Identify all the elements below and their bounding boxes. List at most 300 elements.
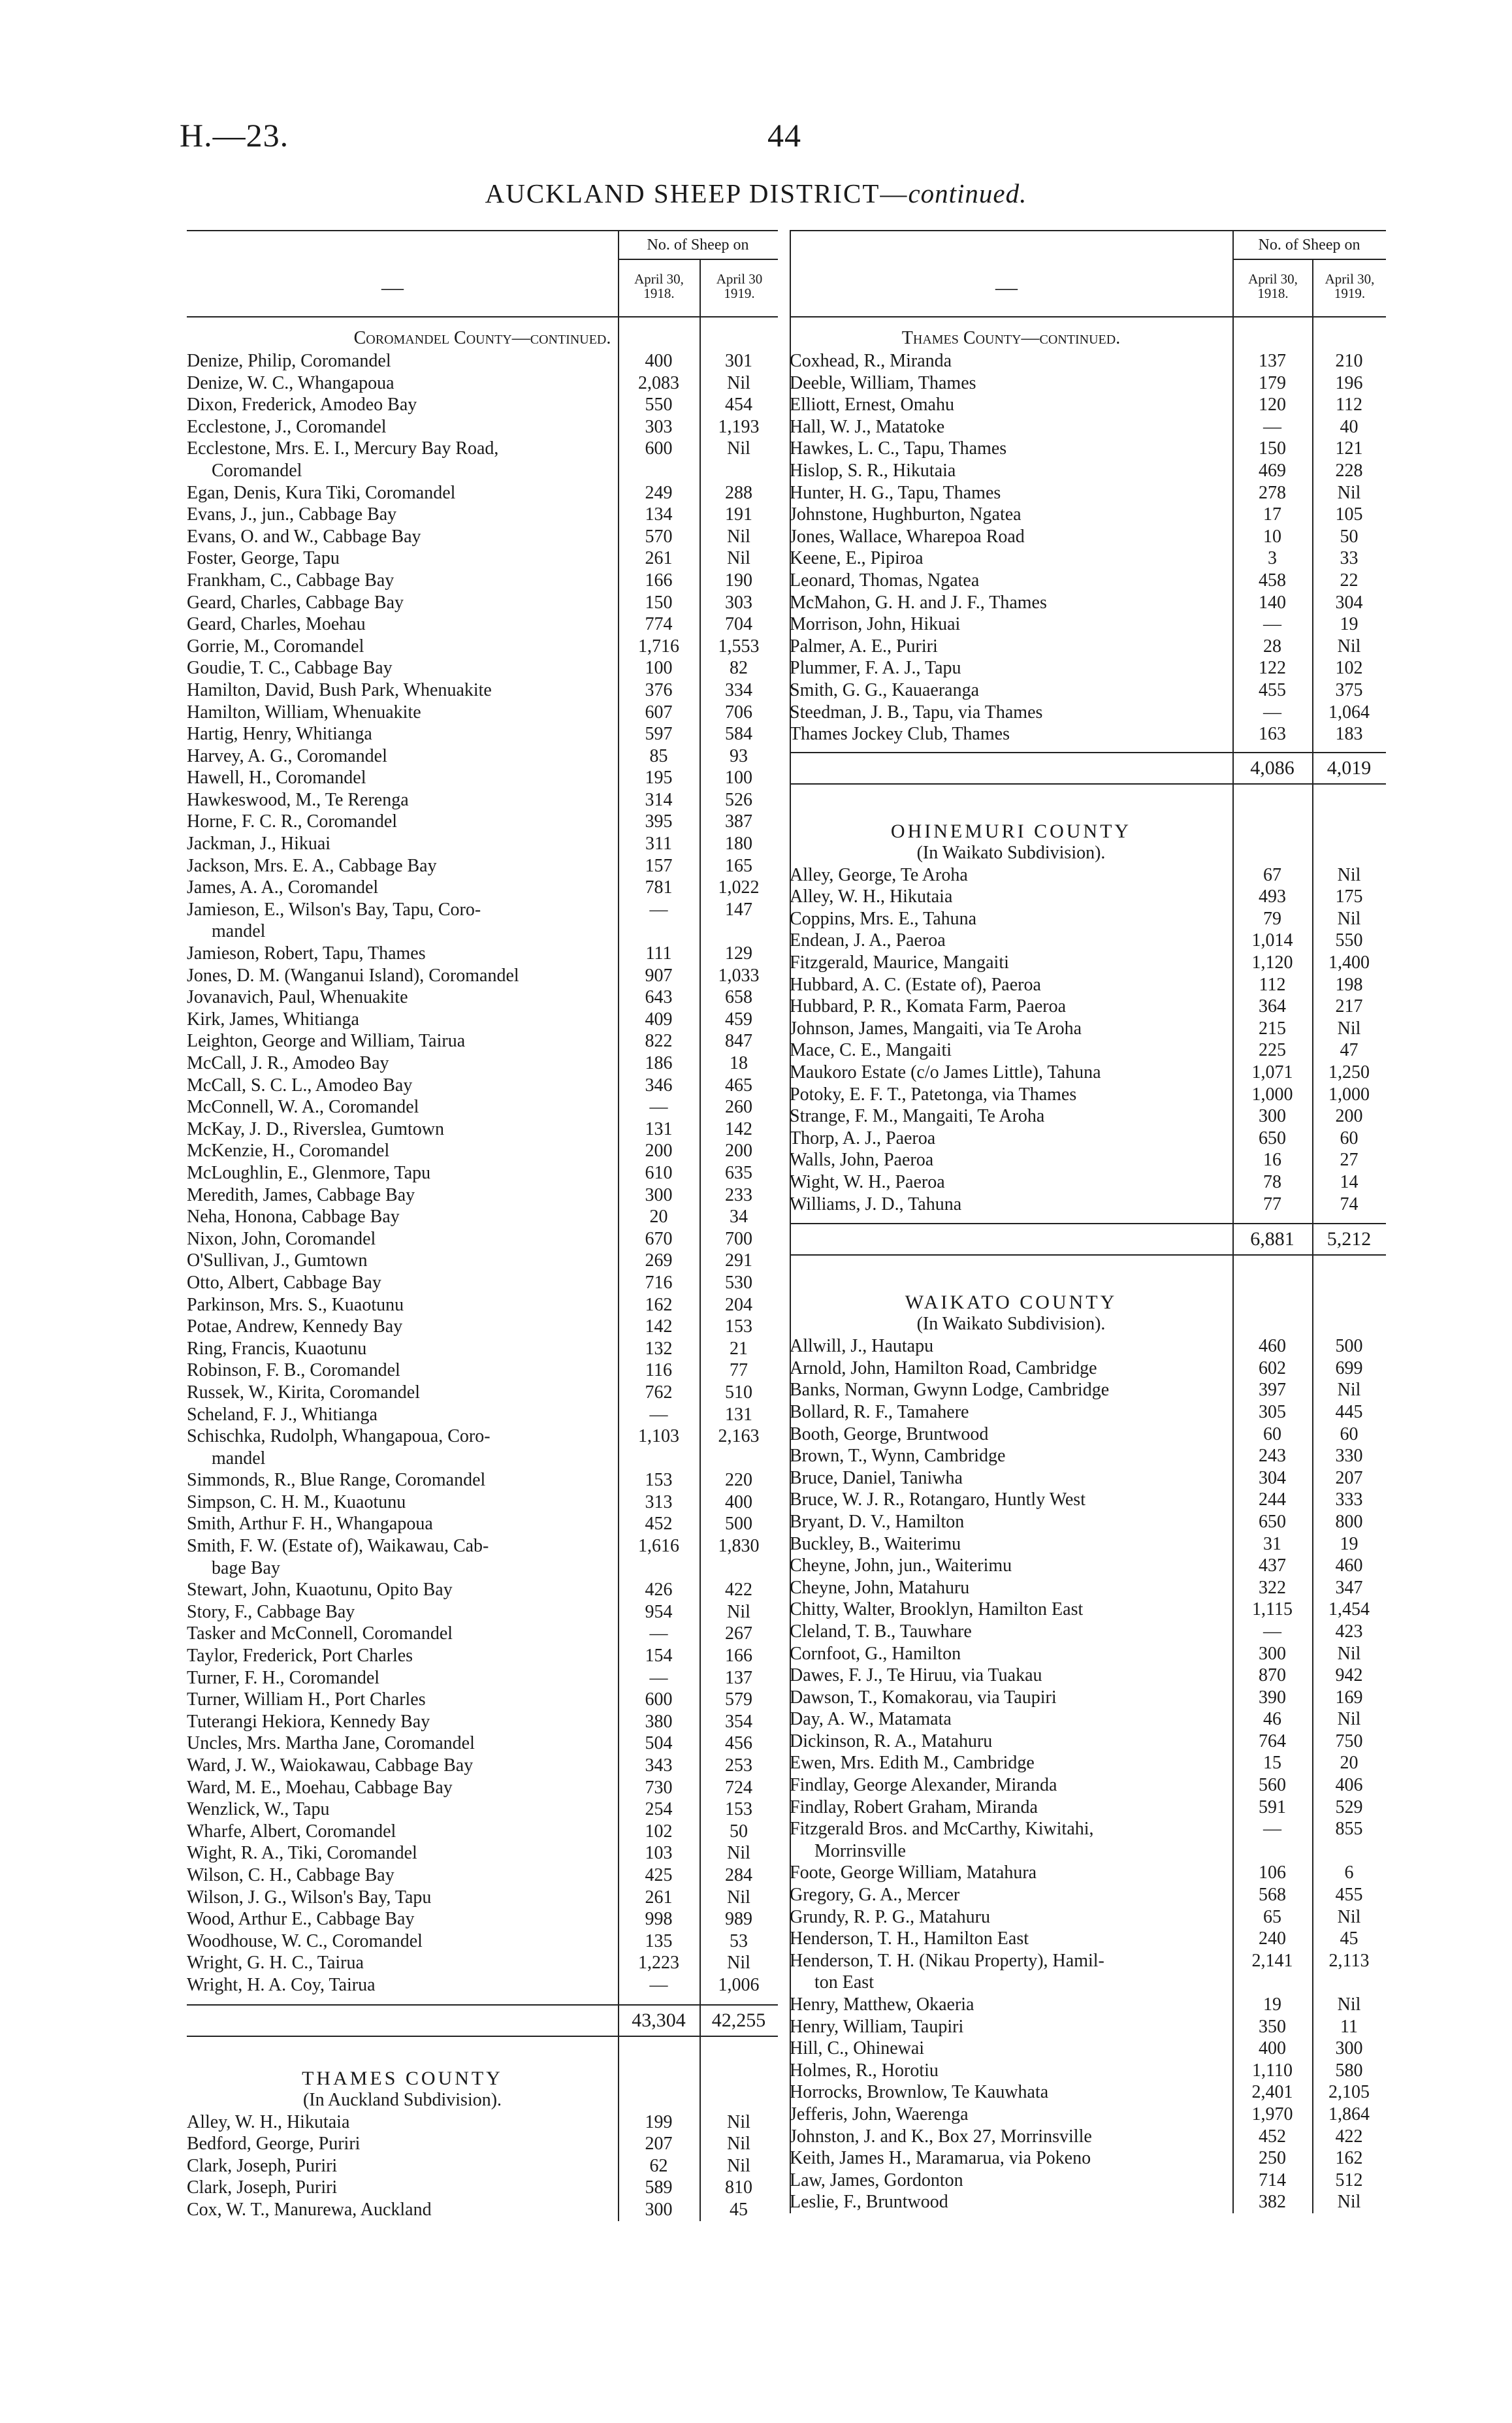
- sheep-1919: 300: [1335, 2038, 1363, 2059]
- sheep-1918: 550: [645, 395, 673, 415]
- sheep-1919: 1,553: [718, 636, 760, 657]
- sheep-1918: 426: [645, 1580, 673, 1601]
- table-row: [790, 1928, 1386, 1950]
- sheep-1918: 154: [645, 1646, 673, 1667]
- owner-name: Dickinson, R. A., Matahuru: [790, 1731, 993, 1751]
- table-row: [790, 1950, 1386, 1972]
- sheep-1918: 907: [645, 965, 673, 986]
- table-row: [790, 1467, 1386, 1489]
- sheep-1918: 1,110: [1252, 2060, 1293, 2081]
- sheep-1919: 60: [1340, 1423, 1359, 1444]
- table-row: [790, 372, 1386, 395]
- sheep-1919: 500: [725, 1514, 752, 1535]
- right-table-body: [790, 317, 1386, 2213]
- sheep-1918: 314: [645, 789, 673, 810]
- sheep-1919: 406: [1335, 1775, 1363, 1796]
- table-row: [187, 438, 778, 460]
- sheep-1919: 220: [725, 1470, 752, 1491]
- table-row: [790, 1194, 1386, 1216]
- sheep-1918: 1,716: [638, 636, 679, 657]
- sheep-1919: Nil: [1337, 864, 1361, 885]
- table-row: [790, 679, 1386, 702]
- table-row: [790, 1687, 1386, 1709]
- sheep-1919: 1,250: [1328, 1062, 1370, 1083]
- sheep-1918: 153: [645, 1470, 673, 1491]
- ohinemuri-county-heading: OHINEMURI COUNTY: [890, 820, 1132, 842]
- sheep-1918: 822: [645, 1031, 673, 1052]
- sheep-1919: 204: [725, 1294, 752, 1315]
- sheep-1919: 724: [725, 1777, 752, 1798]
- thames-county-sub: (In Auckland Subdivision).: [302, 2089, 502, 2110]
- owner-name: McConnell, W. A., Coromandel: [187, 1097, 419, 1118]
- table-row: [790, 1994, 1386, 2016]
- sheep-1918: 311: [645, 834, 672, 854]
- sheep-1919: 50: [1340, 526, 1359, 547]
- owner-name: Fitzgerald, Maurice, Mangaiti: [790, 952, 1009, 973]
- owner-name: Potoky, E. F. T., Patetonga, via Thames: [790, 1084, 1077, 1105]
- header-dash: —: [381, 276, 404, 300]
- sheep-1919: 284: [725, 1864, 752, 1885]
- sheep-1919: 500: [1335, 1336, 1363, 1357]
- sheep-1918: 31: [1263, 1533, 1281, 1554]
- owner-name: Williams, J. D., Tahuna: [790, 1194, 962, 1214]
- table-row: [790, 2016, 1386, 2038]
- sheep-1918: 300: [645, 2199, 673, 2220]
- table-row: [187, 1425, 778, 1448]
- table-row: [187, 1579, 778, 1601]
- table-row: [790, 350, 1386, 372]
- sheep-1918: 2,083: [638, 372, 679, 393]
- table-row: [790, 1039, 1386, 1062]
- owner-name: Hawkes, L. C., Tapu, Thames: [790, 438, 1007, 459]
- sheep-1918: 1,970: [1251, 2104, 1293, 2124]
- sheep-1919: 137: [725, 1667, 752, 1688]
- owner-name: Hill, C., Ohinewai: [790, 2038, 925, 2059]
- thames-continued-heading: Thames County—continued.: [901, 328, 1121, 348]
- sheep-1918: 122: [1259, 658, 1286, 679]
- sheep-1919: Nil: [1337, 1643, 1361, 1664]
- owner-name: Henderson, T. H. (Nikau Property), Hamil-: [790, 1950, 1104, 1971]
- sheep-1918: 504: [645, 1733, 673, 1754]
- sheep-1918: 111: [645, 943, 672, 964]
- sheep-1918: 1,120: [1251, 952, 1293, 973]
- sheep-1919: 1,033: [718, 965, 760, 986]
- sheep-1919: 2,105: [1328, 2082, 1370, 2103]
- sheep-1918: 600: [645, 1689, 673, 1710]
- table-row: [187, 1359, 778, 1382]
- sheep-1919: 6: [1344, 1862, 1354, 1883]
- sheep-1919: 855: [1335, 1819, 1363, 1840]
- table-row: [790, 504, 1386, 526]
- owner-name: Allwill, J., Hautapu: [790, 1336, 934, 1357]
- sheep-1919: 1,000: [1328, 1084, 1370, 1105]
- table-row: [187, 920, 778, 943]
- sheep-1919: [1312, 1840, 1386, 1862]
- page-number: 44: [767, 117, 801, 154]
- sheep-1919: 207: [1335, 1467, 1363, 1488]
- owner-name: Maukoro Estate (c/o James Little), Tahuna: [790, 1062, 1101, 1083]
- owner-name: Ward, J. W., Waiokawau, Cabbage Bay: [187, 1755, 474, 1776]
- owner-name: Buckley, B., Waiterimu: [790, 1533, 961, 1554]
- table-row: [790, 1062, 1386, 1084]
- sheep-1919: 175: [1335, 886, 1363, 907]
- sheep-1918: 390: [1259, 1687, 1286, 1708]
- sheep-1919: Nil: [1337, 1709, 1361, 1730]
- sheep-1918: 134: [645, 504, 673, 525]
- sheep-1919: Nil: [727, 2111, 750, 2132]
- table-row: [790, 547, 1386, 570]
- table-row: [187, 1557, 778, 1580]
- owner-name: Wright, H. A. Coy, Tairua: [187, 1974, 376, 1995]
- sheep-1918: 350: [1259, 2016, 1286, 2037]
- table-row: [187, 416, 778, 438]
- sheep-1919: 14: [1340, 1172, 1359, 1192]
- table-row: [187, 1382, 778, 1404]
- sheep-1919: 53: [730, 1930, 748, 1951]
- sheep-1918: 395: [645, 811, 673, 832]
- sheep-1919: Nil: [727, 2134, 750, 2155]
- owner-name: Turner, F. H., Coromandel: [187, 1667, 380, 1688]
- owner-name: Gorrie, M., Coromandel: [187, 636, 364, 657]
- sheep-1919: 153: [725, 1799, 752, 1820]
- sheep-1919: 460: [1335, 1555, 1363, 1576]
- table-row: [790, 2104, 1386, 2126]
- table-row: [187, 1777, 778, 1799]
- owner-name: McKay, J. D., Riverslea, Gumtown: [187, 1118, 445, 1139]
- sheep-1918: 3: [1268, 548, 1277, 569]
- table-row: [790, 1128, 1386, 1150]
- owner-name: Goudie, T. C., Cabbage Bay: [187, 658, 393, 679]
- sheep-1919: 253: [725, 1755, 752, 1776]
- ohinemuri-county-sub: (In Waikato Subdivision).: [916, 842, 1106, 863]
- table-row: [187, 1316, 778, 1338]
- sheep-1918: 650: [1259, 1511, 1286, 1532]
- owner-name: Gregory, G. A., Mercer: [790, 1885, 960, 1906]
- sheep-1919: 579: [725, 1689, 752, 1710]
- left-table-body: [187, 317, 778, 2221]
- table-row: [187, 2133, 778, 2155]
- sheep-1919: 22: [1340, 570, 1359, 591]
- col-1919: April 30 1919.: [716, 271, 763, 301]
- table-row: [187, 1667, 778, 1689]
- owner-name: Bruce, Daniel, Taniwha: [790, 1467, 963, 1488]
- table-row: [790, 1818, 1386, 1840]
- header-dash: —: [995, 276, 1018, 300]
- sheep-1919: 1,454: [1328, 1599, 1370, 1620]
- owner-name: Johnson, James, Mangaiti, via Te Aroha: [790, 1018, 1082, 1039]
- sheep-1919: 11: [1340, 2016, 1358, 2037]
- owner-name: Jackman, J., Hikuai: [187, 834, 331, 854]
- sheep-1918: 2,141: [1251, 1950, 1293, 1971]
- sheep-1919: [700, 460, 778, 482]
- sheep-1919: 121: [1335, 438, 1363, 459]
- sheep-1919: 1,193: [718, 416, 760, 437]
- sheep-1918: 10: [1263, 526, 1281, 547]
- sheep-1918: 140: [1259, 592, 1286, 613]
- owner-name: Simpson, C. H. M., Kuaotunu: [187, 1491, 406, 1512]
- table-row: [790, 886, 1386, 908]
- sheep-1919: 1,064: [1328, 702, 1370, 723]
- table-row: [790, 1401, 1386, 1423]
- sheep-1919: 800: [1335, 1511, 1363, 1532]
- sheep-1918: 714: [1259, 2170, 1286, 2190]
- table-row: [790, 570, 1386, 592]
- table-row: [790, 2170, 1386, 2192]
- owner-name: Stewart, John, Kuaotunu, Opito Bay: [187, 1580, 453, 1601]
- table-row: [187, 1491, 778, 1514]
- sheep-1919: 288: [725, 482, 752, 503]
- table-row: [790, 1665, 1386, 1687]
- sheep-1918: 135: [645, 1930, 673, 1951]
- table-row: [187, 1030, 778, 1052]
- table-row: [790, 394, 1386, 416]
- sheep-1919: 750: [1335, 1731, 1363, 1751]
- sheep-1919: [700, 1557, 778, 1580]
- owner-name: Cox, W. T., Manurewa, Auckland: [187, 2199, 432, 2220]
- sheep-1919: 33: [1340, 548, 1359, 569]
- sheep-1918: 244: [1259, 1489, 1286, 1510]
- sheep-1919: 45: [1340, 1928, 1359, 1949]
- sheep-1919: 19: [1340, 1533, 1359, 1554]
- thames-county-heading: THAMES COUNTY: [302, 2067, 503, 2089]
- sheep-1919: 180: [725, 834, 752, 854]
- sheep-1919: 526: [725, 789, 752, 810]
- owner-name: bage Bay: [212, 1557, 280, 1578]
- table-row: [790, 2081, 1386, 2104]
- sheep-1919: [700, 1448, 778, 1470]
- owner-name: Hubbard, P. R., Komata Farm, Paeroa: [790, 996, 1067, 1017]
- sheep-1918: 15: [1263, 1753, 1281, 1774]
- table-row: [187, 350, 778, 372]
- no-of-sheep-heading: No. of Sheep on: [647, 236, 749, 253]
- sheep-1918: 278: [1259, 482, 1286, 503]
- table-row: [790, 636, 1386, 658]
- owner-name: Turner, William H., Port Charles: [187, 1689, 426, 1710]
- sheep-1919: 60: [1340, 1128, 1359, 1148]
- owner-name: Kirk, James, Whitianga: [187, 1009, 359, 1030]
- owner-name: Hamilton, David, Bush Park, Whenuakite: [187, 679, 492, 700]
- table-row: [187, 2111, 778, 2134]
- sheep-1918: —: [649, 1097, 668, 1118]
- sheep-1918: —: [649, 1623, 668, 1644]
- sheep-1919: 445: [1335, 1401, 1363, 1422]
- owner-name: Plummer, F. A. J., Tapu: [790, 658, 961, 679]
- sheep-1918: —: [649, 1404, 668, 1425]
- sheep-1919: Nil: [727, 2155, 750, 2176]
- sheep-1918: 346: [645, 1075, 673, 1096]
- sheep-1918: 322: [1259, 1577, 1286, 1598]
- table-row: [187, 1623, 778, 1645]
- table-row: [187, 482, 778, 504]
- owner-name: Thorp, A. J., Paeroa: [790, 1128, 936, 1148]
- table-row: [790, 2147, 1386, 2170]
- sheep-1919: 2,113: [1328, 1950, 1370, 1971]
- owner-name: Fitzgerald Bros. and McCarthy, Kiwitahi,: [790, 1819, 1094, 1840]
- owner-name: Law, James, Gordonton: [790, 2170, 963, 2190]
- owner-name: Morrinsville: [814, 1840, 906, 1861]
- table-row: [790, 1840, 1386, 1862]
- sheep-1919: 200: [1335, 1106, 1363, 1127]
- table-row: [187, 723, 778, 745]
- sheep-1919: 233: [725, 1184, 752, 1205]
- table-row: [187, 504, 778, 526]
- sheep-1919: 333: [1335, 1489, 1363, 1510]
- sheep-1918: [1232, 1972, 1312, 1994]
- sheep-1919: Nil: [727, 1887, 750, 1908]
- owner-name: O'Sullivan, J., Gumtown: [187, 1250, 368, 1271]
- table-row: [187, 1535, 778, 1557]
- table-row: [187, 526, 778, 548]
- owner-name: Woodhouse, W. C., Coromandel: [187, 1930, 423, 1951]
- sheep-1919: 1,006: [718, 1974, 760, 1995]
- sheep-1918: 455: [1259, 679, 1286, 700]
- sheep-1919: 19: [1340, 614, 1359, 635]
- sheep-1919: 165: [725, 855, 752, 876]
- sheep-1919: 18: [730, 1053, 748, 1073]
- sheep-1919: Nil: [1337, 1018, 1361, 1039]
- sheep-1919: 191: [725, 504, 752, 525]
- sheep-1919: 169: [1335, 1687, 1363, 1708]
- sheep-1919: 658: [725, 987, 752, 1008]
- owner-name: Banks, Norman, Gwynn Lodge, Cambridge: [790, 1380, 1110, 1401]
- owner-name: Hunter, H. G., Tapu, Thames: [790, 482, 1001, 503]
- sheep-1919: 112: [1336, 395, 1362, 415]
- table-row: [187, 1206, 778, 1228]
- sheep-1919: 584: [725, 724, 752, 745]
- sheep-1919: 810: [725, 2177, 752, 2198]
- col-1919: April 30, 1919.: [1325, 271, 1375, 301]
- owner-name: Foote, George William, Matahura: [790, 1862, 1037, 1883]
- sheep-1918: 560: [1259, 1775, 1286, 1796]
- sheep-1918: 137: [1259, 351, 1286, 371]
- owner-name: McCall, S. C. L., Amodeo Bay: [187, 1075, 413, 1096]
- owner-name: Bedford, George, Puriri: [187, 2134, 361, 2155]
- sheep-1919: 82: [730, 658, 748, 679]
- owner-name: Booth, George, Bruntwood: [790, 1423, 989, 1444]
- owner-name: Jamieson, E., Wilson's Bay, Tapu, Coro-: [187, 899, 481, 920]
- owner-name: Johnstone, Hughburton, Ngatea: [790, 504, 1021, 525]
- sheep-1919: 27: [1340, 1150, 1359, 1171]
- sheep-1918: 400: [645, 351, 673, 371]
- owner-name: Hubbard, A. C. (Estate of), Paeroa: [790, 974, 1041, 995]
- sheep-1919: 301: [725, 351, 752, 371]
- sheep-1919: 304: [1335, 592, 1363, 613]
- owner-name: Leonard, Thomas, Ngatea: [790, 570, 980, 591]
- table-row: [187, 1711, 778, 1733]
- table-row: [187, 1974, 778, 1996]
- sheep-1918: 425: [645, 1864, 673, 1885]
- owner-name: Dixon, Frederick, Amodeo Bay: [187, 395, 417, 415]
- owner-name: Dawes, F. J., Te Hiruu, via Tuakau: [790, 1665, 1042, 1686]
- sheep-1919: Nil: [1337, 908, 1361, 929]
- owner-name: Strange, F. M., Mangaiti, Te Aroha: [790, 1106, 1045, 1127]
- sheep-1919: 1,830: [718, 1536, 760, 1557]
- owner-name: Alley, W. H., Hikutaia: [790, 886, 953, 907]
- sheep-1918: [618, 1557, 700, 1580]
- sheep-1918: 250: [1259, 2148, 1286, 2169]
- owner-name: Findlay, George Alexander, Miranda: [790, 1775, 1057, 1796]
- table-row: [790, 1884, 1386, 1906]
- table-row: [187, 613, 778, 636]
- table-row: [187, 1140, 778, 1162]
- sheep-1919: 465: [725, 1075, 752, 1096]
- sheep-1918: 120: [1259, 395, 1286, 415]
- sheep-1918: 199: [645, 2111, 673, 2132]
- sheep-1918: 166: [645, 570, 673, 591]
- sheep-1919: 455: [1335, 1885, 1363, 1906]
- owner-name: Smith, F. W. (Estate of), Waikawau, Cab-: [187, 1536, 489, 1557]
- sheep-1919: 47: [1340, 1040, 1359, 1061]
- table-row: [187, 877, 778, 899]
- table-row: [187, 965, 778, 987]
- owner-name: Wilson, J. G., Wilson's Bay, Tapu: [187, 1887, 432, 1908]
- sheep-1918: 591: [1259, 1797, 1286, 1817]
- sheep-1918: 730: [645, 1777, 673, 1798]
- sheep-1918: 17: [1263, 504, 1281, 525]
- sheep-1918: —: [1263, 1819, 1281, 1840]
- sheep-1918: 200: [645, 1141, 673, 1162]
- sheep-1919: 190: [725, 570, 752, 591]
- table-row: [790, 1555, 1386, 1577]
- table-row: [187, 767, 778, 789]
- sheep-1918: 670: [645, 1228, 673, 1249]
- sheep-1918: 300: [1259, 1643, 1286, 1664]
- sheep-1919: 21: [730, 1338, 748, 1359]
- owner-name: Bruce, W. J. R., Rotangaro, Huntly West: [790, 1489, 1086, 1510]
- table-row: [790, 657, 1386, 679]
- owner-name: Smith, Arthur F. H., Whangapoua: [187, 1514, 433, 1535]
- sheep-1918: 19: [1263, 1994, 1281, 2015]
- left-table-header: [187, 231, 778, 317]
- table-row: [790, 1149, 1386, 1171]
- owner-name: Hall, W. J., Matatoke: [790, 416, 945, 437]
- table-row: [187, 1469, 778, 1491]
- owner-name: James, A. A., Coromandel: [187, 877, 379, 898]
- owner-name: Walls, John, Paeroa: [790, 1150, 934, 1171]
- owner-name: Ring, Francis, Kuaotunu: [187, 1338, 367, 1359]
- sheep-1919: 260: [725, 1097, 752, 1118]
- table-row: [790, 416, 1386, 438]
- sheep-1919: 529: [1335, 1797, 1363, 1817]
- owner-name: Coxhead, R., Miranda: [790, 351, 952, 371]
- owner-name: Simmonds, R., Blue Range, Coromandel: [187, 1470, 486, 1491]
- owner-name: Brown, T., Wynn, Cambridge: [790, 1446, 1006, 1467]
- table-row: [790, 1018, 1386, 1040]
- owner-name: Geard, Charles, Moehau: [187, 614, 366, 635]
- sheep-1918: 85: [649, 745, 668, 766]
- owner-name: Russek, W., Kirita, Coromandel: [187, 1382, 420, 1403]
- owner-name: Scheland, F. J., Whitianga: [187, 1404, 378, 1425]
- owner-name: Horrocks, Brownlow, Te Kauwhata: [790, 2082, 1049, 2103]
- table-row: [790, 1105, 1386, 1128]
- owner-name: Wenzlick, W., Tapu: [187, 1799, 330, 1820]
- table-row: [187, 1294, 778, 1316]
- sheep-1918: —: [649, 1974, 668, 1995]
- sheep-1918: —: [1263, 1621, 1281, 1642]
- owner-name: mandel: [212, 921, 266, 942]
- table-row: [187, 1338, 778, 1360]
- owner-name: Hamilton, William, Whenuakite: [187, 702, 421, 723]
- sheep-1919: Nil: [727, 1843, 750, 1864]
- coromandel-total: 43,304 42,255: [187, 2004, 778, 2037]
- sheep-1918: 774: [645, 614, 673, 635]
- sheep-1918: [618, 1448, 700, 1470]
- table-row: [790, 460, 1386, 482]
- sheep-1919: 183: [1335, 724, 1363, 745]
- sheep-1919: 1,400: [1328, 952, 1370, 973]
- sheep-1918: 269: [645, 1250, 673, 1271]
- sheep-1918: 643: [645, 987, 673, 1008]
